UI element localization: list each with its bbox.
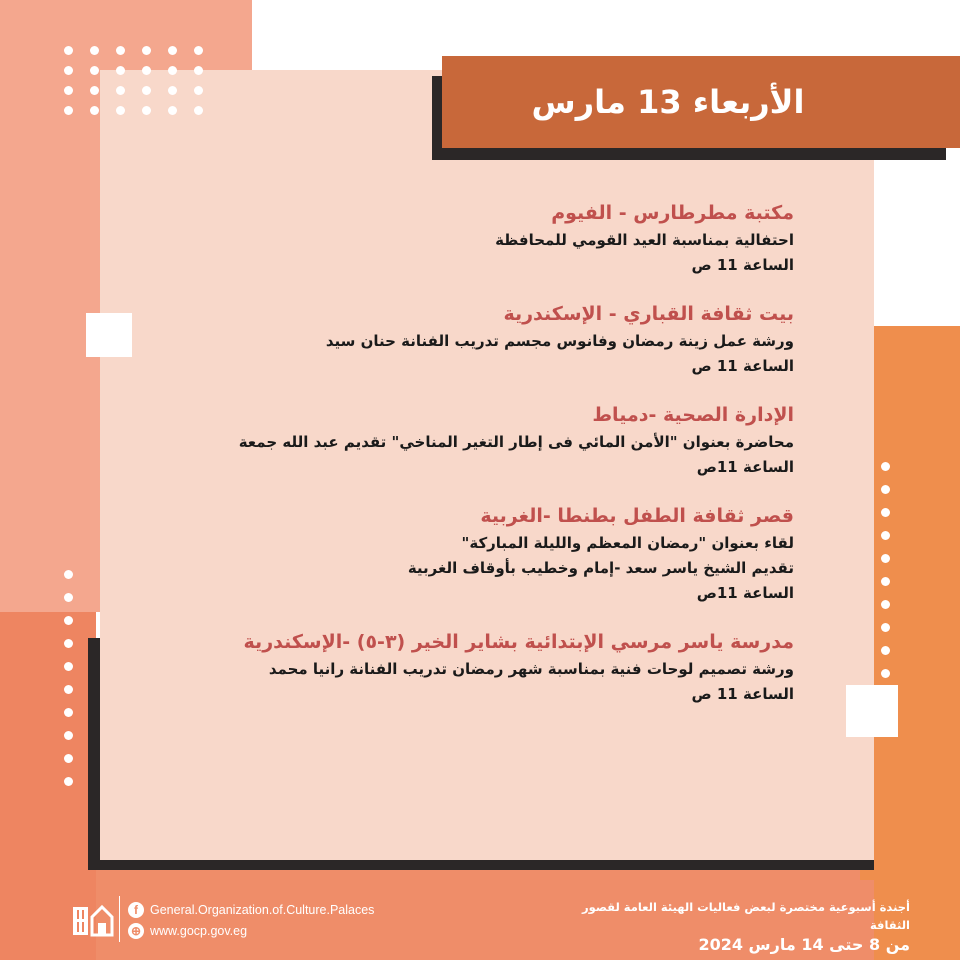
- decorative-dot: [194, 66, 203, 75]
- decorative-dot: [116, 106, 125, 115]
- event-description: ورشة تصميم لوحات فنية بمناسبة شهر رمضان تدريب الفنانة رانيا محمد: [268, 660, 794, 678]
- facebook-icon[interactable]: f: [128, 902, 144, 918]
- decorative-dot: [142, 106, 151, 115]
- event-item: [180, 198, 794, 278]
- decorative-dot: [64, 46, 73, 55]
- decorative-dot: [168, 66, 177, 75]
- decorative-dot: [881, 646, 890, 655]
- page-title: الأربعاء 13 مارس: [531, 83, 805, 121]
- decorative-dot: [881, 508, 890, 517]
- event-item: [180, 501, 794, 606]
- event-description: ورشة عمل زينة رمضان وفانوس مجسم تدريب الفنانة حنان سيد: [325, 332, 794, 350]
- decorative-dot: [142, 46, 151, 55]
- decorative-dot: [64, 731, 73, 740]
- footer-agenda-text: أجندة أسبوعية مختصرة لبعض فعاليات الهيئة العامة لقصور الثقافة: [582, 900, 910, 932]
- background-salmon-strip: [100, 0, 252, 70]
- decorative-dot: [881, 531, 890, 540]
- event-time: الساعة 11ص: [696, 584, 794, 602]
- decorative-dot: [64, 708, 73, 717]
- decorative-dot: [90, 46, 99, 55]
- decorative-dot: [881, 669, 890, 678]
- decorative-dot: [90, 86, 99, 95]
- decorative-dot: [881, 623, 890, 632]
- decorative-dot: [194, 86, 203, 95]
- culture-palaces-logo: [72, 903, 116, 939]
- decorative-dot: [142, 66, 151, 75]
- event-description: تقديم الشيخ ياسر سعد -إمام وخطيب بأوقاف الغربية: [407, 559, 794, 577]
- decorative-dot: [881, 600, 890, 609]
- decorative-dot: [64, 685, 73, 694]
- event-item: [180, 400, 794, 480]
- event-time: الساعة 11 ص: [691, 685, 794, 703]
- decorative-dot: [881, 554, 890, 563]
- decorative-square: [86, 313, 132, 357]
- decorative-dot: [64, 66, 73, 75]
- decorative-dot: [881, 577, 890, 586]
- decorative-dot: [64, 616, 73, 625]
- decorative-dot: [64, 754, 73, 763]
- decorative-dot: [64, 570, 73, 579]
- event-venue: مدرسة ياسر مرسي الإبتدائية بشاير الخير (٣-٥) -الإسكندرية: [243, 631, 794, 653]
- decorative-dot: [168, 86, 177, 95]
- decorative-dot: [64, 86, 73, 95]
- event-description: احتفالية بمناسبة العيد القومي للمحافظة: [495, 231, 794, 249]
- event-time: الساعة 11 ص: [691, 357, 794, 375]
- event-time: الساعة 11 ص: [691, 256, 794, 274]
- decorative-dot: [90, 106, 99, 115]
- decorative-dot: [64, 106, 73, 115]
- decorative-dot: [64, 662, 73, 671]
- event-item: [180, 299, 794, 379]
- website-link[interactable]: www.gocp.gov.eg: [150, 924, 248, 938]
- event-item: [180, 627, 794, 707]
- event-venue: قصر ثقافة الطفل بطنطا -الغربية: [480, 505, 794, 527]
- events-list: [180, 198, 794, 728]
- footer-agenda-block: [560, 898, 910, 956]
- footer-date-range: من 8 حتى 14 مارس 2024: [698, 935, 910, 954]
- decorative-dot: [881, 485, 890, 494]
- decorative-dot: [168, 106, 177, 115]
- decorative-dot: [116, 86, 125, 95]
- decorative-square: [846, 685, 898, 737]
- event-description: لقاء بعنوان "رمضان المعظم والليلة المباركة": [461, 534, 794, 552]
- background-orange-block-lower: [860, 740, 960, 880]
- decorative-dot: [64, 593, 73, 602]
- event-venue: بيت ثقافة القباري - الإسكندرية: [503, 303, 794, 325]
- decorative-dot: [90, 66, 99, 75]
- decorative-dot: [881, 462, 890, 471]
- decorative-dot: [194, 46, 203, 55]
- title-banner: [442, 56, 960, 148]
- decorative-dot: [194, 106, 203, 115]
- decorative-dot: [116, 46, 125, 55]
- decorative-dot: [64, 639, 73, 648]
- facebook-link[interactable]: General.Organization.of.Culture.Palaces: [150, 903, 375, 917]
- event-venue: مكتبة مطرطارس - الفيوم: [551, 202, 794, 224]
- decorative-dot: [142, 86, 151, 95]
- event-time: الساعة 11ص: [696, 458, 794, 476]
- globe-icon[interactable]: ⊕: [128, 923, 144, 939]
- dark-frame-left: [88, 638, 100, 870]
- footer-divider: [119, 896, 120, 942]
- decorative-dot: [64, 777, 73, 786]
- decorative-dot: [116, 66, 125, 75]
- event-description: محاضرة بعنوان "الأمن المائي فى إطار التغير المناخي" تقديم عبد الله جمعة: [238, 433, 794, 451]
- decorative-dot: [168, 46, 177, 55]
- event-venue: الإدارة الصحية -دمياط: [592, 404, 794, 426]
